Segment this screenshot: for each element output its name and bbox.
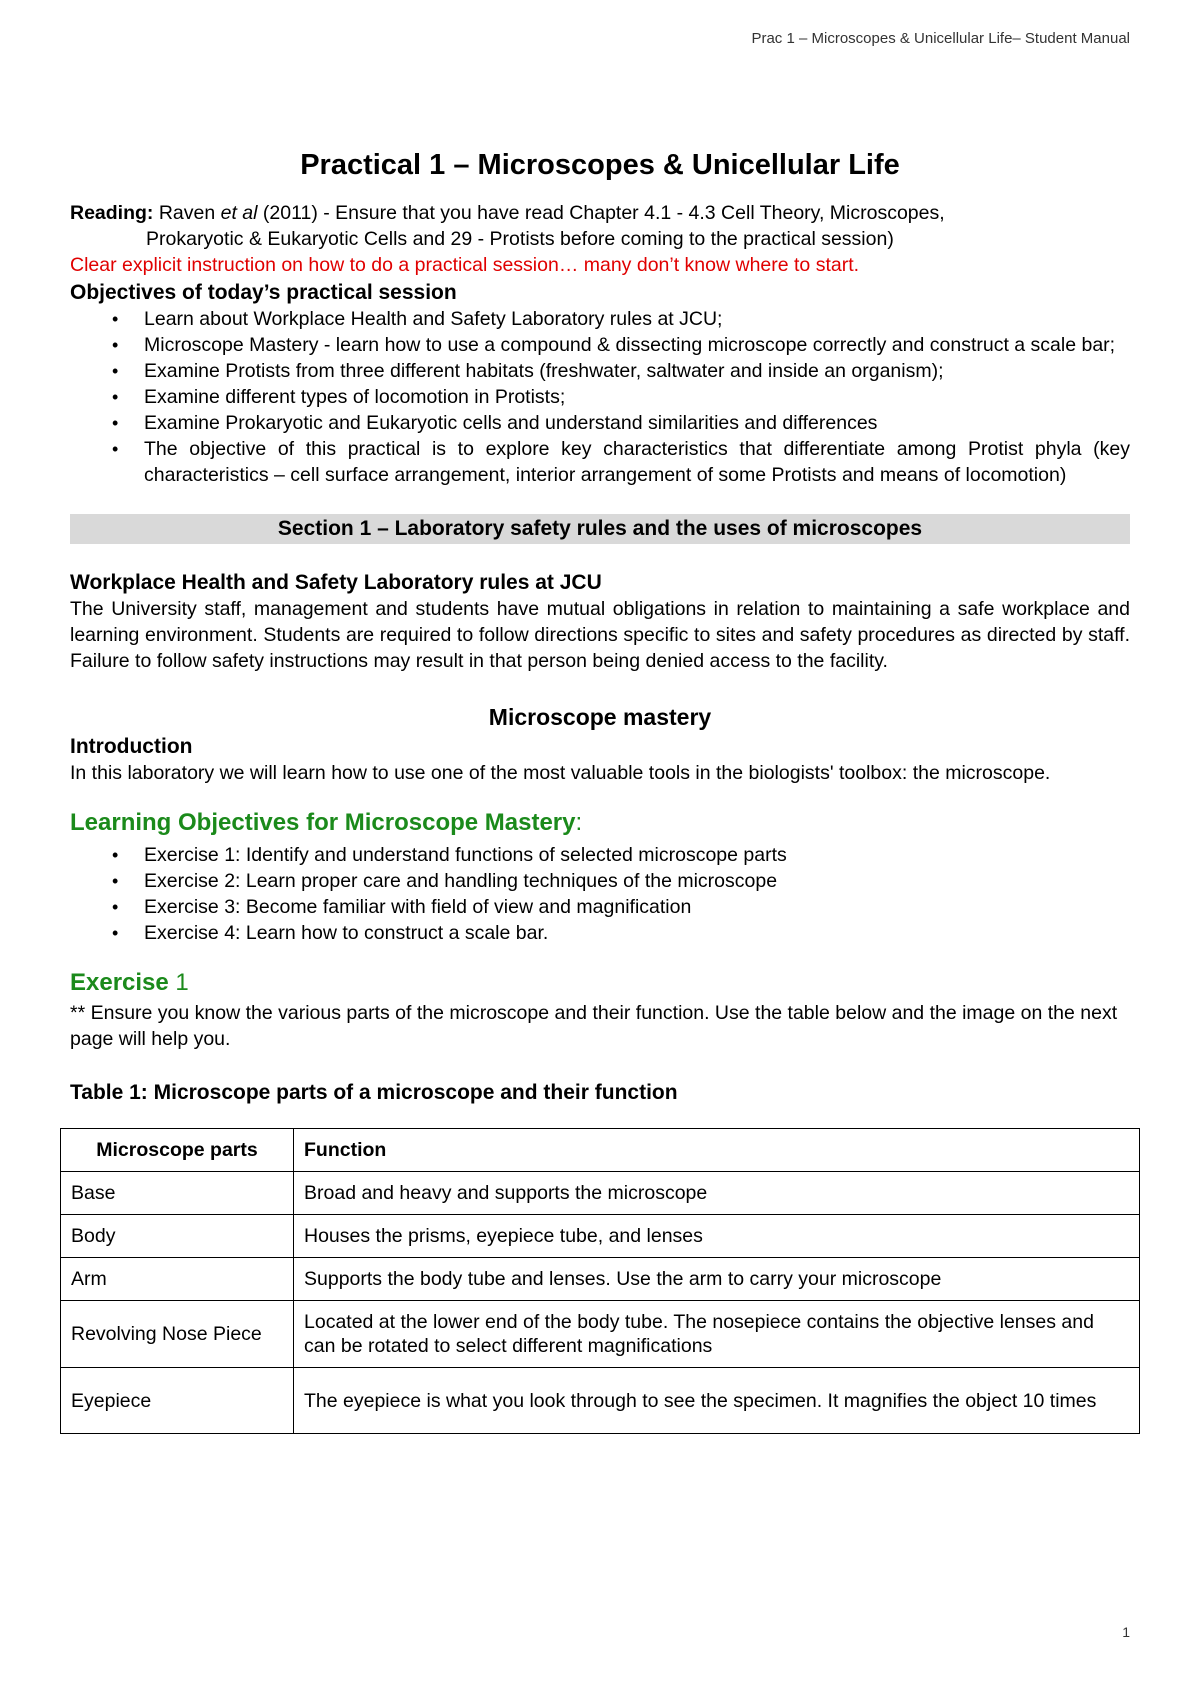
- bullet-icon: •: [112, 923, 119, 943]
- learning-objective-item: • Exercise 2: Learn proper care and handling techniques of the microscope: [112, 870, 778, 892]
- column-header-parts: Microscope parts: [61, 1129, 294, 1172]
- reading-note: [70, 200, 1130, 252]
- mastery-heading: Microscope mastery: [488, 704, 712, 730]
- objectives-heading: Objectives of today’s practical session: [70, 281, 457, 304]
- whs-body: The University staff, management and students have mutual obligations in relation to maintaining a safe workplace and learning environment. Students are required to follow directions specific to sites and safety procedures as directed by staff. Failure to follow safety instructions may result in that person being denied access to the facility.: [70, 598, 1130, 672]
- part-cell: Body: [61, 1215, 294, 1258]
- page-title: Practical 1 – Microscopes & Unicellular Life: [300, 149, 900, 181]
- document-body: [70, 148, 1130, 1434]
- bullet-icon: •: [112, 871, 119, 891]
- table-row: [61, 1368, 1140, 1434]
- section-1-banner: Section 1 – Laboratory safety rules and the uses of microscopes: [70, 514, 1130, 544]
- table-header-row: [61, 1129, 1140, 1172]
- microscope-parts-table: [60, 1128, 1140, 1434]
- bullet-icon: •: [112, 439, 119, 459]
- running-header: Prac 1 – Microscopes & Unicellular Life– Student Manual: [751, 30, 1130, 47]
- bullet-icon: •: [112, 413, 119, 433]
- bullet-icon: •: [112, 335, 119, 355]
- column-header-function: Function: [294, 1129, 1140, 1172]
- page-number: 1: [1122, 1624, 1130, 1640]
- function-cell: Supports the body tube and lenses. Use the arm to carry your microscope: [294, 1258, 1140, 1301]
- bullet-icon: •: [112, 361, 119, 381]
- objective-item: • Learn about Workplace Health and Safety Laboratory rules at JCU;: [112, 308, 723, 330]
- whs-heading: Workplace Health and Safety Laboratory rules at JCU: [70, 571, 602, 594]
- exercise-1-heading: Exercise 1: [70, 969, 189, 996]
- function-cell: Located at the lower end of the body tube. The nosepiece contains the objective lenses and can be rotated to select different magnifications: [294, 1301, 1140, 1368]
- reading-line2: Prokaryotic & Eukaryotic Cells and 29 - Protists before coming to the practical session): [146, 228, 894, 250]
- bullet-icon: •: [112, 845, 119, 865]
- part-cell: Eyepiece: [61, 1368, 294, 1434]
- bullet-icon: •: [112, 309, 119, 329]
- learning-objectives-list: [70, 842, 1130, 946]
- table-1-caption: Table 1: Microscope parts of a microscope and their function: [70, 1081, 678, 1104]
- table-row: [61, 1258, 1140, 1301]
- learning-objectives-heading: Learning Objectives for Microscope Mastery:: [70, 809, 583, 836]
- objective-item: • Examine different types of locomotion in Protists;: [112, 386, 566, 408]
- function-cell: Houses the prisms, eyepiece tube, and lenses: [294, 1215, 1140, 1258]
- reading-line1: (2011) - Ensure that you have read Chapter 4.1 - 4.3 Cell Theory, Microscopes,: [257, 202, 945, 224]
- learning-objective-item: • Exercise 4: Learn how to construct a scale bar.: [112, 922, 549, 944]
- exercise-1-instruction: ** Ensure you know the various parts of the microscope and their function. Use the table below and the image on the next page will help you.: [70, 1002, 1118, 1050]
- reading-pre-author: Raven: [153, 202, 221, 224]
- objective-item: • The objective of this practical is to explore key characteristics that differentiate among Protist phyla (key characteristics – cell surface arrangement, interior arrangement of some Protists and means of locomotion): [112, 438, 1130, 486]
- part-cell: Base: [61, 1172, 294, 1215]
- objective-item: • Examine Prokaryotic and Eukaryotic cells and understand similarities and differences: [112, 412, 878, 434]
- bullet-icon: •: [112, 387, 119, 407]
- introduction-heading: Introduction: [70, 735, 193, 758]
- objective-item: • Examine Protists from three different habitats (freshwater, saltwater and inside an organism);: [112, 360, 944, 382]
- objective-item: • Microscope Mastery - learn how to use a compound & dissecting microscope correctly and construct a scale bar;: [112, 334, 1116, 356]
- bullet-icon: •: [112, 897, 119, 917]
- learning-objective-item: • Exercise 1: Identify and understand functions of selected microscope parts: [112, 844, 787, 866]
- introduction-body: In this laboratory we will learn how to use one of the most valuable tools in the biologists' toolbox: the microscope.: [70, 762, 1051, 784]
- part-cell: Revolving Nose Piece: [61, 1301, 294, 1368]
- table-row: [61, 1215, 1140, 1258]
- learning-objective-item: • Exercise 3: Become familiar with field of view and magnification: [112, 896, 692, 918]
- function-cell: The eyepiece is what you look through to see the specimen. It magnifies the object 10 times: [294, 1368, 1140, 1434]
- objectives-list: [70, 306, 1130, 488]
- part-cell: Arm: [61, 1258, 294, 1301]
- reading-et-al: et al: [220, 202, 258, 224]
- table-row: [61, 1301, 1140, 1368]
- instruction-note: Clear explicit instruction on how to do a practical session… many don’t know where to start.: [70, 254, 860, 276]
- table-row: [61, 1172, 1140, 1215]
- reading-label: Reading:: [70, 202, 154, 224]
- function-cell: Broad and heavy and supports the microscope: [294, 1172, 1140, 1215]
